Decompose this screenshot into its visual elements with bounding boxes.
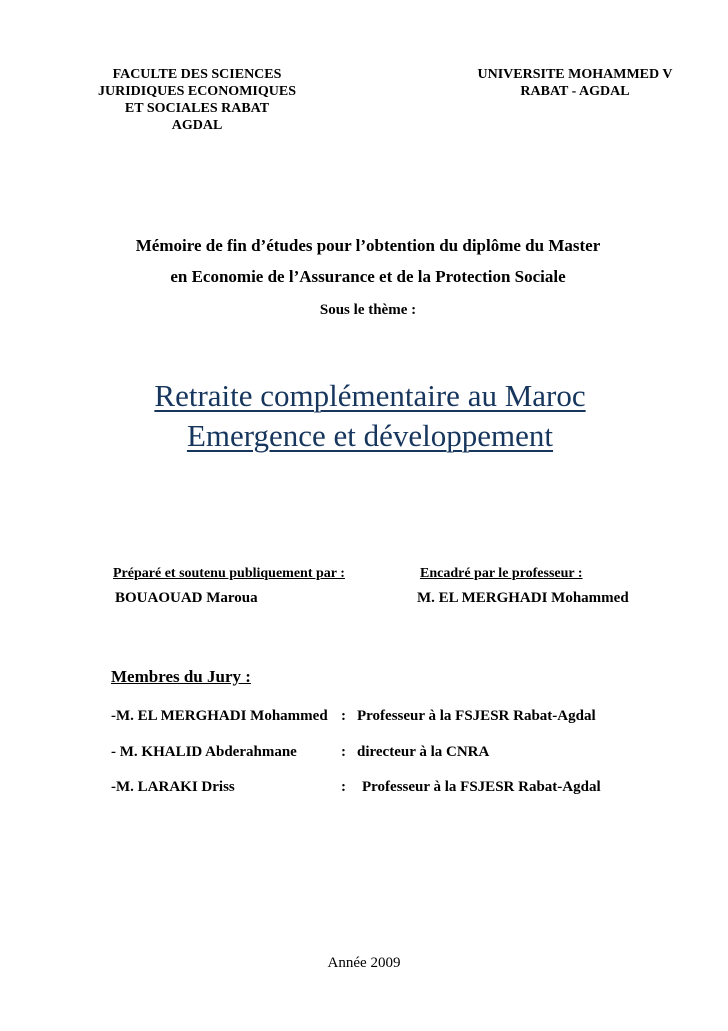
intro-line-1: Mémoire de fin d’études pour l’obtention du diplôme du Master <box>135 236 601 255</box>
faculty-line-4: AGDAL <box>171 118 223 133</box>
jury-member-role-2: directeur à la CNRA <box>357 744 490 760</box>
jury-member-role-3: Professeur à la FSJESR Rabat-Agdal <box>362 779 601 795</box>
university-line-2: RABAT - AGDAL <box>520 84 630 99</box>
thesis-title-line-1: Retraite complémentaire au Maroc <box>154 378 586 413</box>
author-label: Préparé et soutenu publiquement par : <box>113 566 345 581</box>
faculty-line-1: FACULTE DES SCIENCES <box>112 67 282 82</box>
jury-member-name-1: -M. EL MERGHADI Mohammed <box>111 708 328 724</box>
intro-line-2: en Economie de l’Assurance et de la Protection Sociale <box>170 267 566 286</box>
faculty-line-2: JURIDIQUES ECONOMIQUES <box>98 84 296 99</box>
university-header <box>462 66 688 100</box>
jury-member-separator-2: : <box>341 744 346 760</box>
year-footer: Année 2009 <box>327 955 401 971</box>
author-name: BOUAOUAD Maroua <box>115 590 258 606</box>
jury-member-separator-1: : <box>341 708 346 724</box>
faculty-header <box>86 66 308 134</box>
jury-member-name-2: - M. KHALID Abderahmane <box>111 744 297 760</box>
intro-line-3: Sous le thème : <box>319 302 417 318</box>
jury-member-role-1: Professeur à la FSJESR Rabat-Agdal <box>357 708 596 724</box>
university-line-1: UNIVERSITE MOHAMMED V <box>477 67 673 82</box>
thesis-title-line-2: Emergence et développement <box>186 418 554 453</box>
jury-member-name-3: -M. LARAKI Driss <box>111 779 235 795</box>
supervisor-name: M. EL MERGHADI Mohammed <box>417 590 629 606</box>
faculty-line-3: ET SOCIALES RABAT <box>124 101 270 116</box>
jury-member-separator-3: : <box>341 779 346 795</box>
supervisor-label: Encadré par le professeur : <box>420 566 583 581</box>
jury-title: Membres du Jury : <box>111 667 251 686</box>
